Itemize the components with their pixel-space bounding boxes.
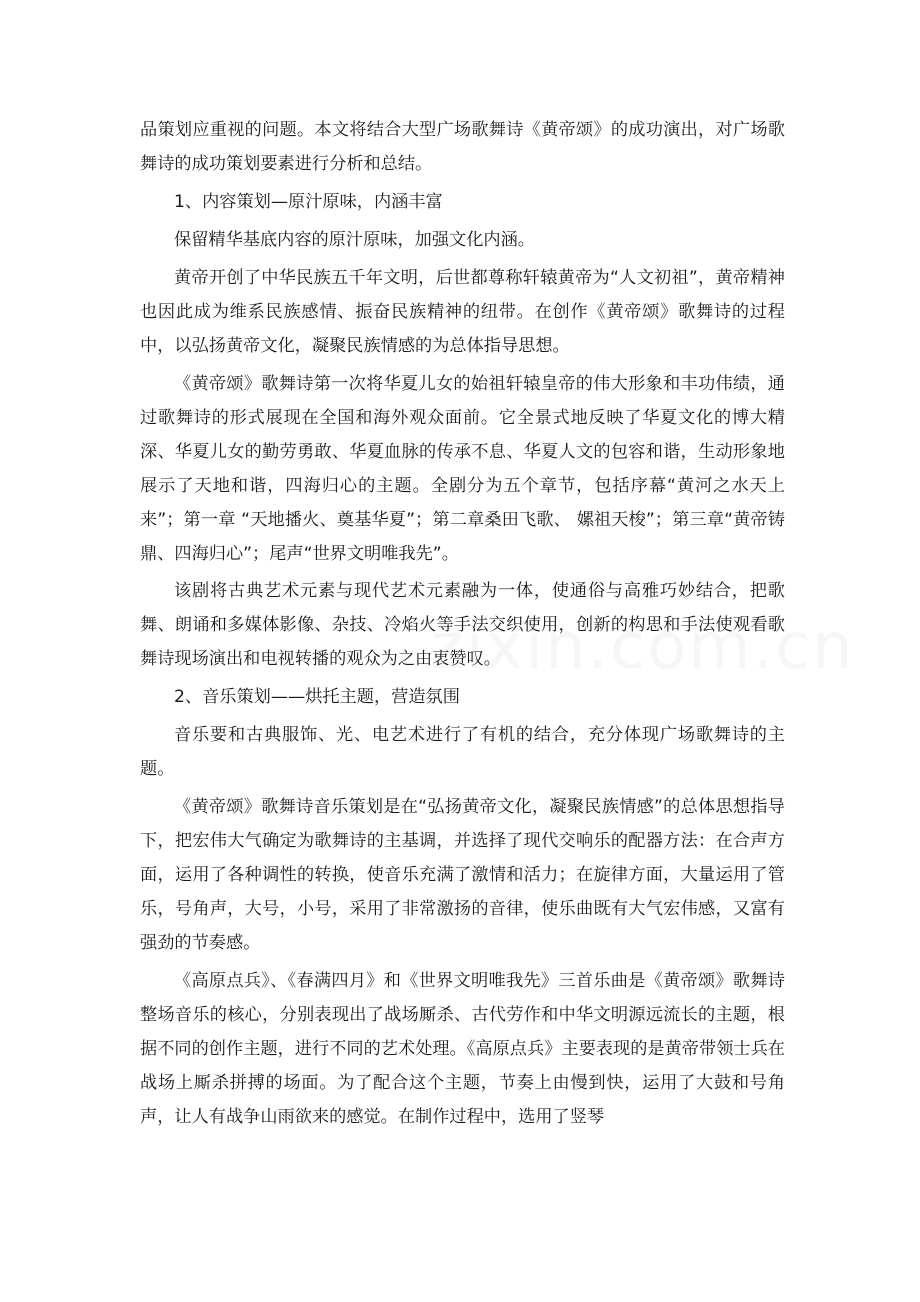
paragraph: 音乐要和古典服饰、光、电艺术进行了有机的结合，充分体现广场歌舞诗的主题。 xyxy=(140,725,785,780)
paragraph: 黄帝开创了中华民族五千年文明，后世都尊称轩辕黄帝为“人文初祖”，黄帝精神也因此成为维系民族感情、振奋民族精神的纽带。在创作《黄帝颂》歌舞诗的过程中，以弘扬黄帝文化，凝聚民族情感的为总体指导思想。 xyxy=(140,267,785,356)
paragraph: 《黄帝颂》歌舞诗第一次将华夏儿女的始祖轩辕皇帝的伟大形象和丰功伟绩，通过歌舞诗的形式展现在全国和海外观众面前。它全景式地反映了华夏文化的博大精深、华夏儿女的勤劳勇敢、华夏血脉的传承不息、华夏人文的包容和谐，生动形象地展示了天地和谐，四海归心的主题。全剧分为五个章节，包括序幕“黄河之水天上来”；第一章 “天地播火、奠基华夏”；第二章桑田飞歌、 嫘祖天梭”；第三章“黄帝铸鼎、四海归心”；尾声“世界文明唯我先”。 xyxy=(140,373,785,564)
section-heading-content-planning: 1、内容策划—原汁原味，内涵丰富 xyxy=(174,191,443,212)
paragraph-intro-continued: 品策划应重视的问题。本文将结合大型广场歌舞诗《黄帝颂》的成功演出，对广场歌舞诗的成功策划要素进行分析和总结。 xyxy=(140,120,785,174)
paragraph: 该剧将古典艺术元素与现代艺术元素融为一体，使通俗与高雅巧妙结合，把歌舞、朗诵和多媒体影像、杂技、冷焰火等手法交织使用，创新的构思和手法使观看歌舞诗现场演出和电视转播的观众为之由衷赞叹。 xyxy=(140,581,785,670)
paragraph: 《黄帝颂》歌舞诗音乐策划是在“弘扬黄帝文化，凝聚民族情感”的总体思想指导下，把宏伟大气确定为歌舞诗的主基调，并选择了现代交响乐的配器方法：在合声方面，运用了各种调性的转换，使音乐充满了激情和活力；在旋律方面，大量运用了管乐，号角声，大号，小号，采用了非常激扬的音律，使乐曲既有大气宏伟感，又富有强劲的节奏感。 xyxy=(140,797,785,954)
paragraph: 保留精华基底内容的原汁原味，加强文化内涵。 xyxy=(174,229,535,250)
document-body xyxy=(140,113,785,1134)
section-heading-music-planning: 2、音乐策划——烘托主题，营造氛围 xyxy=(174,687,460,708)
paragraph: 《高原点兵》、《春满四月》和《世界文明唯我先》三首乐曲是《黄帝颂》歌舞诗整场音乐的核心，分别表现出了战场厮杀、古代劳作和中华文明源远流长的主题，根据不同的创作主题，进行不同的艺术处理。《高原点兵》主要表现的是黄帝带领士兵在战场上厮杀拼搏的场面。为了配合这个主题，节奏上由慢到快，运用了大鼓和号角声，让人有战争山雨欲来的感觉。在制作过程中，选用了竖琴 xyxy=(140,971,785,1128)
